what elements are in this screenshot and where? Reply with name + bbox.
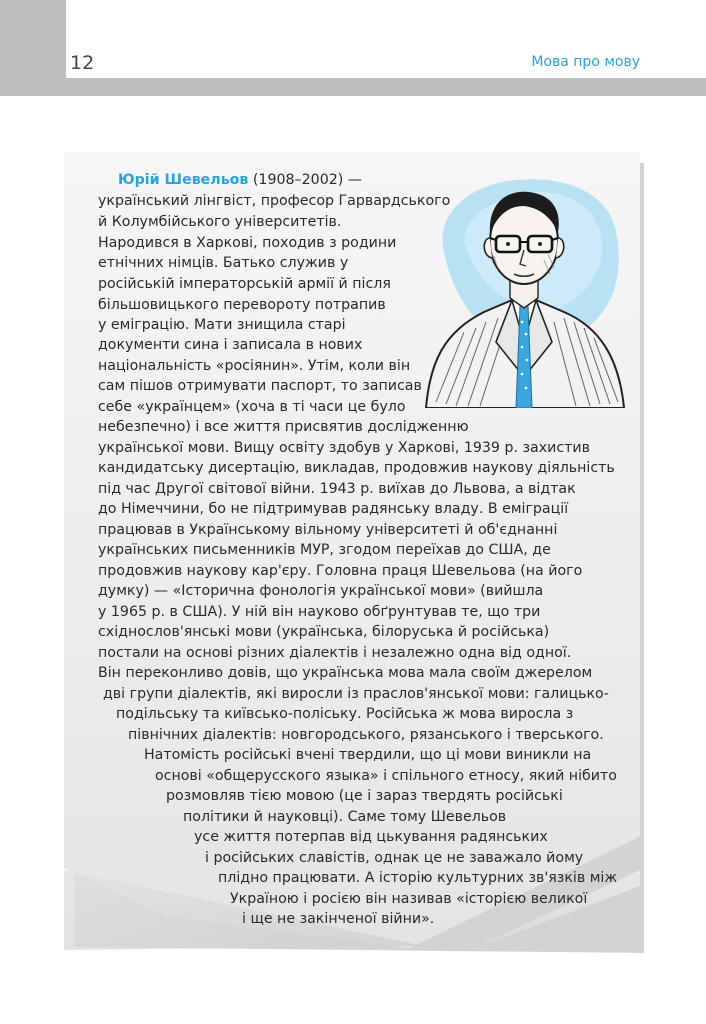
article-line: Натомість російські вчені твердили, що ці мови виникли на [144, 747, 592, 763]
article-line: у еміграцію. Мати знищила старі [98, 317, 346, 333]
article-line: Народився в Харкові, походив з родини [98, 235, 397, 251]
article-line: Він переконливо довів, що українська мова мала своїм джерелом [98, 665, 593, 681]
article-line: український лінгвіст, професор Гарвардського [98, 193, 451, 209]
article-line: працював в Українському вільному університеті й об'єднанні [98, 522, 558, 538]
article-line: думку) — «Історична фонологія української мови» (вийшла [98, 583, 544, 599]
article-line: політики й науковці). Саме тому Шевельов [183, 809, 507, 825]
article-line: російській імператорській армії й після [98, 276, 391, 292]
portrait-icon [424, 172, 626, 408]
article-line: дві групи діалектів, які виросли із праслов'янської мови: галицько- [103, 686, 609, 702]
article-line: подільську та київсько-поліську. Російська ж мова виросла з [116, 706, 574, 722]
article-line: продовжив наукову кар'єру. Головна праця Шевельова (на його [98, 563, 583, 579]
article-line: у 1965 р. в США). У ній він науково обґрунтував те, що три [98, 604, 541, 620]
article-line: під час Другої світової війни. 1943 р. виїхав до Львова, а відтак [98, 481, 576, 497]
article-line: до Німеччини, бо не підтримував радянську владу. В еміграції [98, 501, 569, 517]
article-line: плідно працювати. А історію культурних зв'язків між [218, 870, 618, 886]
header-gray-stripe [0, 78, 706, 96]
page-header [0, 0, 706, 96]
article-line: усе життя потерпав від цькування радянських [194, 829, 548, 845]
article-line: і ще не закінченої війни». [242, 911, 435, 927]
article-line: і російських славістів, однак це не заважало йому [205, 850, 584, 866]
article-line: Україною і росією він називав «історією великої [230, 891, 588, 907]
article-line: документи сина і записала в нових [98, 337, 363, 353]
article-line: північних діалектів: новгородського, рязанського і тверського. [128, 727, 604, 743]
article-line: й Колумбійського університетів. [98, 214, 342, 230]
article-line: кандидатську дисертацію, викладав, продовжив наукову діяльність [98, 460, 615, 476]
article-line: української мови. Вищу освіту здобув у Харкові, 1939 р. захистив [98, 440, 590, 456]
section-title: Мова про мову [531, 54, 640, 70]
article-line: етнічних німців. Батько служив у [98, 255, 349, 271]
article-line: постали на основі різних діалектів і незалежно одна від одної. [98, 645, 572, 661]
page-number: 12 [70, 52, 95, 74]
article-line: Юрій Шевельов (1908–2002) — [118, 172, 362, 188]
article-line: українських письменників МУР, згодом переїхав до США, де [98, 542, 551, 558]
article-line: більшовицького перевороту потрапив [98, 297, 386, 313]
article-line: себе «українцем» (хоча в ті часи це було [98, 399, 406, 415]
article-line: небезпечно) і все життя присвятив дослідженню [98, 419, 469, 435]
person-name: Юрій Шевельов [118, 172, 249, 188]
article-line: національність «росіянин». Утім, коли він [98, 358, 411, 374]
article-line: основі «общерусского языка» і спільного етносу, який нібито [155, 768, 617, 784]
article-line: розмовляв тією мовою (це і зараз твердять російські [166, 788, 563, 804]
article-line: сам пішов отримувати паспорт, то записав [98, 378, 422, 394]
article-line: східнослов'янські мови (українська, білоруська й російська) [98, 624, 550, 640]
